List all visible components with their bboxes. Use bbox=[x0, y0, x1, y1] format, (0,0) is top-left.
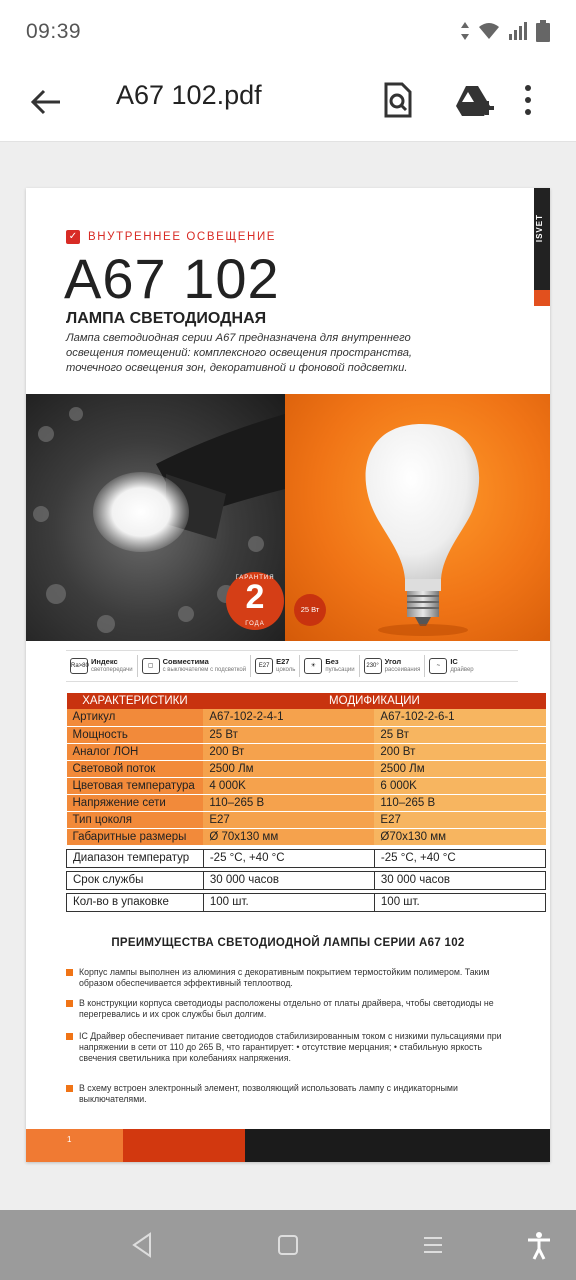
row-value: E27 bbox=[203, 811, 374, 828]
table-row bbox=[67, 777, 546, 794]
advantage-item bbox=[66, 998, 506, 1020]
feature-item bbox=[360, 655, 426, 677]
table-row bbox=[67, 828, 546, 845]
feature-sub: драйвер bbox=[450, 667, 474, 673]
category-header bbox=[66, 230, 276, 244]
feature-title: Без bbox=[325, 657, 339, 666]
feature-title: Угол bbox=[384, 657, 402, 666]
row-label: Габаритные размеры bbox=[67, 828, 204, 845]
warranty-years: 2 bbox=[245, 578, 265, 616]
back-arrow-icon[interactable] bbox=[26, 82, 66, 122]
cri-icon: Ra>80 bbox=[70, 658, 88, 674]
back-nav-icon[interactable] bbox=[128, 1230, 158, 1260]
row-value: 4 000K bbox=[203, 777, 374, 794]
brand-strip bbox=[534, 188, 550, 306]
row-value: 110–265 В bbox=[374, 794, 545, 811]
row-value: 100 шт. bbox=[203, 893, 374, 911]
bullet-icon bbox=[66, 1033, 73, 1040]
row-value: А67-102-2-4-1 bbox=[203, 709, 374, 726]
feature-sub: светопередачи bbox=[91, 667, 133, 673]
bullet-icon bbox=[66, 969, 73, 976]
spec-table-header bbox=[67, 693, 546, 709]
row-label: Световой поток bbox=[67, 760, 204, 777]
row-label: Диапазон температур bbox=[67, 849, 204, 867]
row-label: Кол-во в упаковке bbox=[67, 893, 204, 911]
wifi-icon bbox=[478, 22, 500, 40]
brand-name: ISVET bbox=[535, 214, 544, 243]
warranty-top-text: ГАРАНТИЯ bbox=[235, 575, 275, 581]
feature-title: Индекс bbox=[91, 657, 118, 666]
table-row bbox=[67, 743, 546, 760]
row-label: Срок службы bbox=[67, 871, 204, 889]
page-footer bbox=[26, 1129, 550, 1162]
row-value: А67-102-2-6-1 bbox=[374, 709, 545, 726]
header-characteristics: ХАРАКТЕРИСТИКИ bbox=[67, 693, 204, 709]
socket-icon: E27 bbox=[255, 658, 273, 674]
driver-icon: ~ bbox=[429, 658, 447, 674]
find-in-page-icon[interactable] bbox=[376, 78, 420, 122]
row-value: 25 Вт bbox=[374, 726, 545, 743]
feature-title: Совместима bbox=[162, 657, 209, 666]
table-row bbox=[67, 794, 546, 811]
feature-item bbox=[138, 655, 252, 677]
row-value: Ø70х130 мм bbox=[374, 828, 545, 845]
accessibility-icon[interactable] bbox=[524, 1230, 554, 1260]
power-badge: 25 Вт bbox=[294, 594, 326, 626]
data-arrows-icon bbox=[460, 22, 470, 40]
row-value: 2500 Лм bbox=[374, 760, 545, 777]
pdf-page[interactable] bbox=[26, 188, 550, 1162]
advantage-text: В схему встроен электронный элемент, позволяющий использовать лампу с индикаторными выключателями. bbox=[79, 1083, 458, 1104]
advantage-text: В конструкции корпуса светодиоды расположены отдельно от платы драйвера, чтобы светодиоды не перегревались и их срок службы был долгим. bbox=[79, 998, 494, 1019]
feature-title: IC bbox=[450, 657, 458, 666]
category-label: ВНУТРЕННЕЕ ОСВЕЩЕНИЕ bbox=[88, 231, 277, 243]
feature-strip bbox=[66, 650, 518, 682]
row-value: -25 °С, +40 °С bbox=[374, 849, 545, 867]
row-label: Аналог ЛОН bbox=[67, 743, 204, 760]
table-row bbox=[67, 893, 546, 911]
table-row bbox=[67, 871, 546, 889]
feature-sub: с выключателем с подсветкой bbox=[162, 667, 247, 673]
brand-strip-accent bbox=[534, 290, 550, 306]
table-row bbox=[67, 811, 546, 828]
row-value: -25 °С, +40 °С bbox=[203, 849, 374, 867]
feature-sub: пульсации bbox=[325, 667, 355, 673]
spec-table bbox=[66, 693, 546, 912]
system-icons bbox=[460, 20, 550, 42]
feature-sub: цоколь bbox=[276, 667, 296, 673]
status-bar bbox=[0, 0, 576, 64]
row-label: Артикул bbox=[67, 709, 204, 726]
row-label: Цветовая температура bbox=[67, 777, 204, 794]
advantage-item bbox=[66, 1083, 506, 1105]
feature-item bbox=[300, 655, 359, 677]
row-value: Ø 70х130 мм bbox=[203, 828, 374, 845]
warranty-badge bbox=[226, 572, 284, 630]
battery-icon bbox=[536, 20, 550, 42]
beam-angle-icon: 230° bbox=[364, 658, 382, 674]
row-value: 110–265 В bbox=[203, 794, 374, 811]
row-value: 200 Вт bbox=[374, 743, 545, 760]
row-label: Тип цоколя bbox=[67, 811, 204, 828]
row-label: Мощность bbox=[67, 726, 204, 743]
recents-nav-icon[interactable] bbox=[418, 1230, 448, 1260]
system-nav-bar bbox=[0, 1210, 576, 1280]
feature-item bbox=[251, 655, 300, 677]
add-to-drive-icon[interactable] bbox=[452, 78, 496, 122]
table-row bbox=[67, 760, 546, 777]
feature-sub: рассеивания bbox=[384, 667, 421, 673]
bullet-icon bbox=[66, 1000, 73, 1007]
document-title: A67 102.pdf bbox=[116, 80, 262, 110]
switch-icon: ▢ bbox=[142, 658, 160, 674]
row-value: 30 000 часов bbox=[374, 871, 545, 889]
table-row bbox=[67, 709, 546, 726]
status-time: 09:39 bbox=[26, 20, 82, 43]
row-value: 2500 Лм bbox=[203, 760, 374, 777]
home-nav-icon[interactable] bbox=[273, 1230, 303, 1260]
signal-icon bbox=[508, 22, 528, 40]
header-modifications: МОДИФИКАЦИИ bbox=[203, 693, 545, 709]
table-row bbox=[67, 849, 546, 867]
footer-block bbox=[123, 1129, 245, 1162]
advantages-title: ПРЕИМУЩЕСТВА СВЕТОДИОДНОЙ ЛАМПЫ СЕРИИ А67 102 bbox=[111, 937, 465, 949]
more-options-icon[interactable] bbox=[518, 78, 538, 122]
row-value: 200 Вт bbox=[203, 743, 374, 760]
warranty-bottom-text: ГОДА bbox=[245, 621, 265, 627]
table-row bbox=[67, 726, 546, 743]
footer-block bbox=[245, 1129, 550, 1162]
advantage-text: Корпус лампы выполнен из алюминия с декоративным покрытием термостойким полимером. Таким образом обеспечивается эффективный теплоотвод. bbox=[79, 967, 490, 988]
page-number: 1 bbox=[26, 1129, 123, 1162]
product-model: А67 102 bbox=[64, 247, 280, 310]
bullet-icon bbox=[66, 1085, 73, 1092]
no-flicker-icon: ☀ bbox=[304, 658, 322, 674]
product-subtitle: ЛАМПА СВЕТОДИОДНАЯ bbox=[66, 310, 267, 327]
row-value: 25 Вт bbox=[203, 726, 374, 743]
feature-item bbox=[425, 655, 477, 677]
row-value: 30 000 часов bbox=[203, 871, 374, 889]
advantage-item bbox=[66, 967, 506, 989]
row-value: 6 000K bbox=[374, 777, 545, 794]
row-label: Напряжение сети bbox=[67, 794, 204, 811]
row-value: E27 bbox=[374, 811, 545, 828]
advantage-text: IC Драйвер обеспечивает питание светодиодов стабилизированным током с низкими пульсациями при напряжении в сети от 110 до 265 В, что гарантирует: • отсутствие мерцания; • стабильную яркость свечения светильника при колебаниях напряжения. bbox=[79, 1031, 502, 1063]
row-value: 100 шт. bbox=[374, 893, 545, 911]
feature-title: E27 bbox=[276, 657, 290, 666]
check-icon: ✓ bbox=[66, 230, 80, 244]
app-bar bbox=[0, 64, 576, 142]
product-description: Лампа светодиодная серии А67 предназначена для внутреннего освещения помещений: комплексного освещения пространства, точечного освещения зон, декоративной и фоновой подсветки. bbox=[66, 332, 413, 374]
advantage-item bbox=[66, 1031, 506, 1064]
feature-item bbox=[66, 655, 138, 677]
